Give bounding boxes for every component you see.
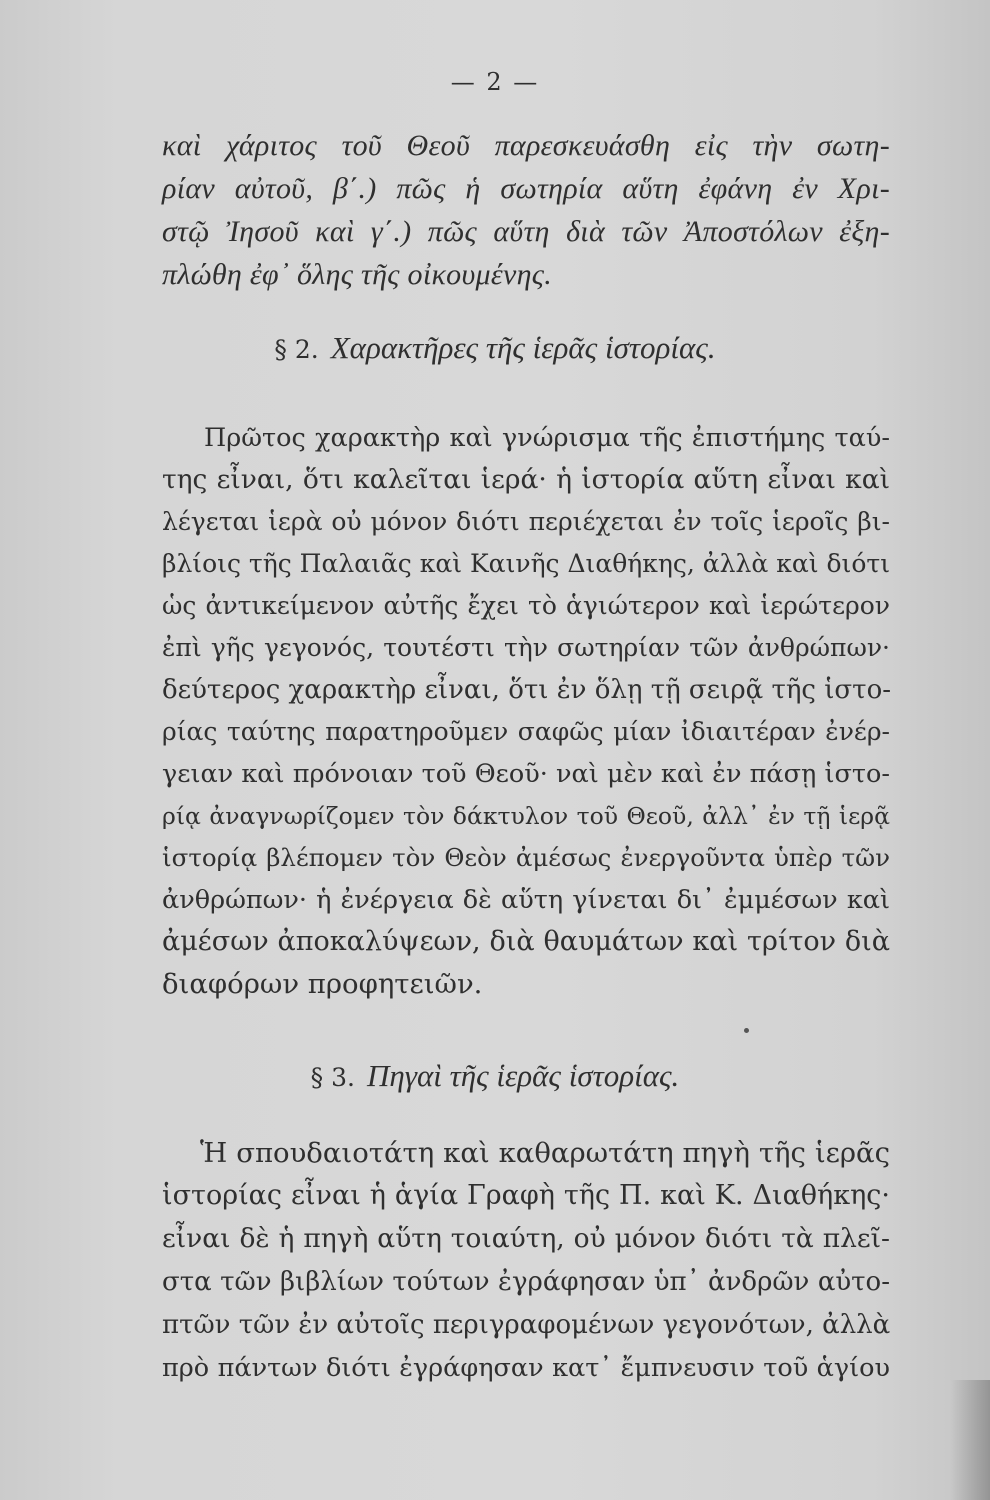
- section-2-line: ρίᾳ ἀναγνωρίζομεν τὸν δάκτυλον τοῦ Θεοῦ, ἀλλ᾽ ἐν τῇ ἱερᾷ: [162, 802, 890, 830]
- section-3-line: στα τῶν βιβλίων τούτων ἐγράφησαν ὑπ᾽ ἀνδρῶν αὐτο-: [162, 1267, 890, 1297]
- section-2-line: ὡς ἀντικείμενον αὐτῆς ἔχει τὸ ἁγιώτερον καὶ ἱερώτερον: [162, 591, 890, 620]
- section-2-number: § 2.: [274, 335, 319, 364]
- page-edge-shadow: [950, 1380, 990, 1500]
- section-2-line: γειαν καὶ πρόνοιαν τοῦ Θεοῦ· ναὶ μὲν καὶ ἐν πάσῃ ἱστο-: [162, 759, 890, 789]
- section-2-title: Χαρακτῆρες τῆς ἱερᾶς ἱστορίας.: [330, 330, 716, 365]
- intro-line: καὶ χάριτος τοῦ Θεοῦ παρεσκευάσθη εἰς τὴν σωτη-: [162, 129, 890, 162]
- section-2-line: διαφόρων προφητειῶν.: [162, 968, 483, 1000]
- section-3-line: ἱστορίας εἶναι ἡ ἁγία Γραφὴ τῆς Π. καὶ Κ. Διαθήκης·: [162, 1180, 890, 1211]
- section-2-line: ἀμέσων ἀποκαλύψεων, διὰ θαυμάτων καὶ τρίτον διὰ: [162, 926, 890, 957]
- section-2-heading: [0, 330, 990, 366]
- section-3-line: εἶναι δὲ ἡ πηγὴ αὕτη τοιαύτη, οὐ μόνον διότι τὰ πλεῖ-: [162, 1223, 890, 1254]
- section-2-line: ἱστορίᾳ βλέπομεν τὸν Θεὸν ἀμέσως ἐνεργοῦντα ὑπὲρ τῶν: [162, 843, 890, 872]
- section-2-line: βλίοις τῆς Παλαιᾶς καὶ Καινῆς Διαθήκης, ἀλλὰ καὶ διότι: [162, 549, 890, 578]
- section-2-line: ἀνθρώπων· ἡ ἐνέργεια δὲ αὕτη γίνεται δι᾽ ἐμμέσων καὶ: [162, 885, 890, 915]
- section-3-title: Πηγαὶ τῆς ἱερᾶς ἱστορίας.: [366, 1058, 680, 1093]
- section-2-line: δεύτερος χαρακτὴρ εἶναι, ὅτι ἐν ὅλῃ τῇ σειρᾷ τῆς ἱστο-: [162, 675, 892, 705]
- intro-line: ρίαν αὐτοῦ, β΄.) πῶς ἡ σωτηρία αὕτη ἐφάνη ἐν Χρι-: [162, 172, 890, 205]
- section-2-line: Πρῶτος χαρακτὴρ καὶ γνώρισμα τῆς ἐπιστήμης ταύ-: [204, 423, 890, 453]
- page-number: — 2 —: [450, 68, 540, 96]
- section-3-number: § 3.: [310, 1063, 355, 1092]
- section-2-line: της εἶναι, ὅτι καλεῖται ἱερά· ἡ ἱστορία αὕτη εἶναι καὶ: [162, 464, 890, 495]
- section-2-line: λέγεται ἱερὰ οὐ μόνον διότι περιέχεται ἐν τοῖς ἱεροῖς βι-: [162, 507, 890, 536]
- section-3-heading: [0, 1058, 990, 1094]
- intro-line: πλώθη ἐφ᾽ ὅλης τῆς οἰκουμένης.: [162, 258, 553, 291]
- ink-speck: [744, 1028, 749, 1033]
- section-3-line: πτῶν τῶν ἐν αὐτοῖς περιγραφομένων γεγονότων, ἀλλὰ: [162, 1310, 891, 1340]
- section-3-line: πρὸ πάντων διότι ἐγράφησαν κατ᾽ ἔμπνευσιν τοῦ ἁγίου: [162, 1353, 890, 1383]
- section-3-line: Ἡ σπουδαιοτάτη καὶ καθαρωτάτη πηγὴ τῆς ἱερᾶς: [200, 1137, 890, 1169]
- section-2-line: ἐπὶ γῆς γεγονός, τουτέστι τὴν σωτηρίαν τῶν ἀνθρώπων·: [162, 633, 890, 662]
- intro-line: στῷ Ἰησοῦ καὶ γ΄.) πῶς αὕτη διὰ τῶν Ἀποστόλων ἐξη-: [162, 215, 890, 248]
- section-2-line: ρίας ταύτης παρατηροῦμεν σαφῶς μίαν ἰδιαιτέραν ἐνέρ-: [162, 717, 890, 746]
